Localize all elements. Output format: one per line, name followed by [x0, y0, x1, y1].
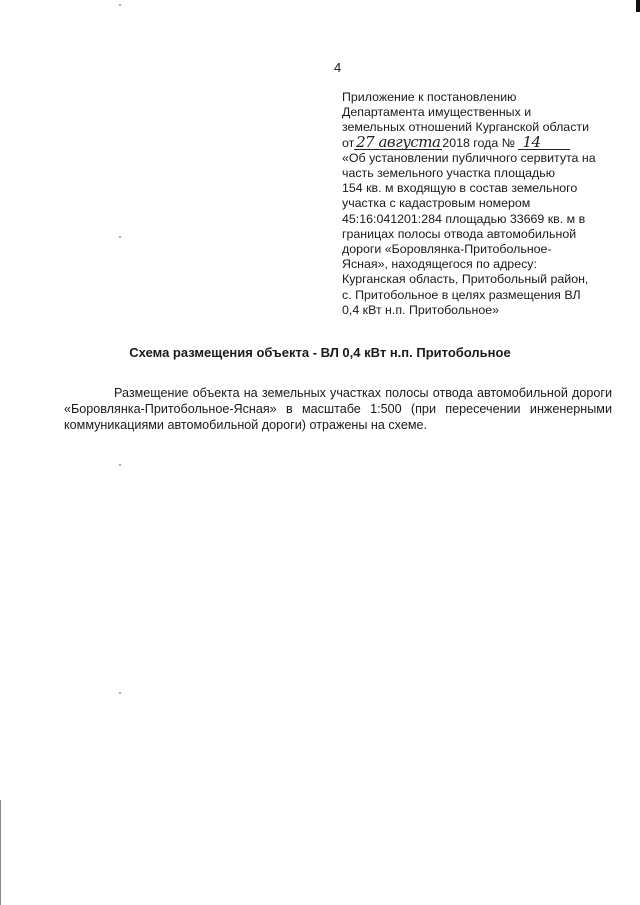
appendix-line: 45:16:041201:284 площадью 33669 кв. м в — [342, 211, 586, 226]
scan-speck — [119, 464, 121, 466]
appendix-line: 154 кв. м входящую в состав земельного — [342, 181, 578, 196]
handwritten-date: 27 августа — [356, 132, 441, 151]
scan-speck — [119, 236, 121, 238]
appendix-line: земельных отношений Курганской области — [342, 120, 589, 135]
appendix-line: участка с кадастровым номером — [342, 196, 531, 211]
appendix-line: 0,4 кВт н.п. Притобольное» — [342, 302, 499, 317]
body-paragraph: Размещение объекта на земельных участках полосы отвода автомобильной дороги «Боровлянка-Притобольное-Ясная» в масштабе 1:500 (при пересечении инженерными коммуникациями автомобильной дороги) отражены на схеме. — [64, 386, 612, 432]
appendix-line: часть земельного участка площадью — [342, 166, 556, 181]
handwritten-number: 14 — [518, 136, 570, 150]
date-prefix: от — [342, 135, 355, 150]
appendix-block — [342, 90, 612, 318]
scan-corner-mark — [636, 0, 640, 12]
appendix-date-line — [342, 132, 612, 151]
document-body — [64, 385, 612, 433]
appendix-line: Департамента имущественных и — [342, 105, 532, 120]
appendix-line: «Об установлении публичного сервитута на — [342, 150, 596, 165]
page-number: 4 — [334, 60, 342, 75]
appendix-line: Приложение к постановлению — [342, 90, 517, 104]
appendix-line: Курганская область, Притобольный район, — [342, 272, 589, 287]
year-text: 2018 года № — [442, 135, 516, 150]
appendix-line: с. Притобольное в целях размещения ВЛ — [342, 287, 581, 302]
scan-edge-line — [0, 800, 1, 905]
document-title: Схема размещения объекта - ВЛ 0,4 кВт н.п. Притобольное — [129, 345, 511, 360]
scan-speck — [119, 692, 121, 694]
appendix-line: дороги «Боровлянка-Притобольное- — [342, 242, 552, 257]
appendix-line: Ясная», находящегося по адресу: — [342, 257, 537, 272]
scan-speck — [119, 4, 121, 6]
appendix-line: границах полосы отвода автомобильной — [342, 226, 577, 241]
